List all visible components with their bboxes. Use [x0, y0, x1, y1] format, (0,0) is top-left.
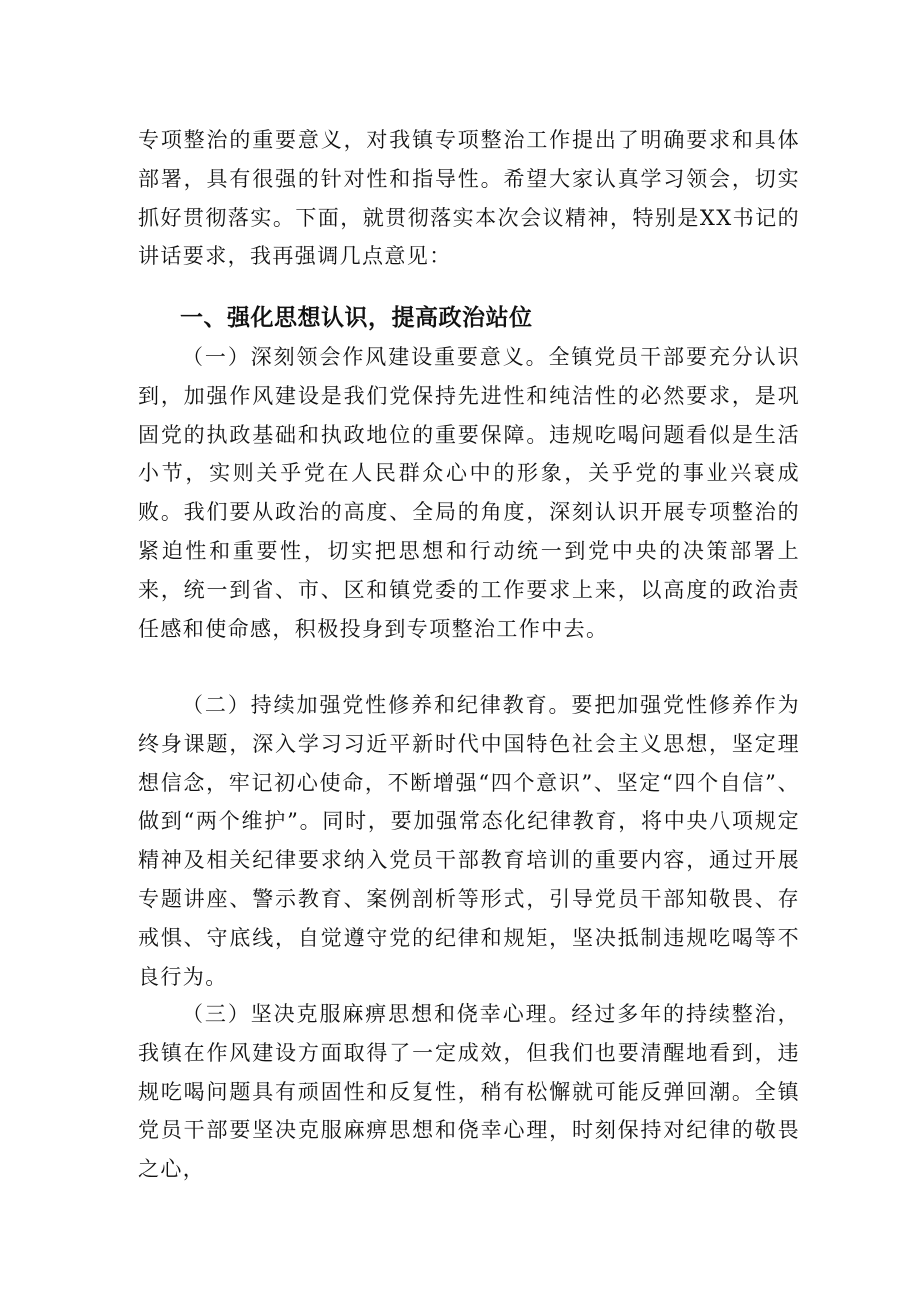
paragraph-subsection-1: （一）深刻领会作风建设重要意义。全镇党员干部要充分认识到，加强作风建设是我们党保持先进性和纯洁性的必然要求，是巩固党的执政基础和执政地位的重要保障。违规吃喝问题看似是生活小节，实则关乎党在人民群众心中的形象，关乎党的事业兴衰成败。我们要从政治的高度、全局的角度，深刻认识开展专项整治的紧迫性和重要性，切实把思想和行动统一到党中央的决策部署上来，统一到省、市、区和镇党委的工作要求上来，以高度的政治责任感和使命感，积极投身到专项整治工作中去。: [138, 345, 800, 641]
section-heading-1: 一、强化思想认识，提高政治站位: [180, 305, 533, 331]
paragraph-subsection-2: （二）持续加强党性修养和纪律教育。要把加强党性修养作为终身课题，深入学习习近平新时代中国特色社会主义思想，坚定理想信念，牢记初心使命，不断增强“四个意识”、坚定“四个自信”、做到“两个维护”。同时，要加强常态化纪律教育，将中央八项规定精神及相关纪律要求纳入党员干部教育培训的重要内容，通过开展专题讲座、警示教育、案例剖析等形式，引导党员干部知敬畏、存戒惧、守底线，自觉遵守党的纪律和规矩，坚决抵制违规吃喝等不良行为。: [138, 693, 800, 989]
paragraph-subsection-3: （三）坚决克服麻痹思想和侥幸心理。经过多年的持续整治，我镇在作风建设方面取得了一定成效，但我们也要清醒地看到，违规吃喝问题具有顽固性和反复性，稍有松懈就可能反弹回潮。全镇党员干部要坚决克服麻痹思想和侥幸心理，时刻保持对纪律的敬畏之心，: [138, 1002, 800, 1182]
paragraph-intro-continuation: 专项整治的重要意义，对我镇专项整治工作提出了明确要求和具体部署，具有很强的针对性和指导性。希望大家认真学习领会，切实抓好贯彻落实。下面，就贯彻落实本次会议精神，特别是XX书记的讲话要求，我再强调几点意见：: [138, 128, 800, 269]
